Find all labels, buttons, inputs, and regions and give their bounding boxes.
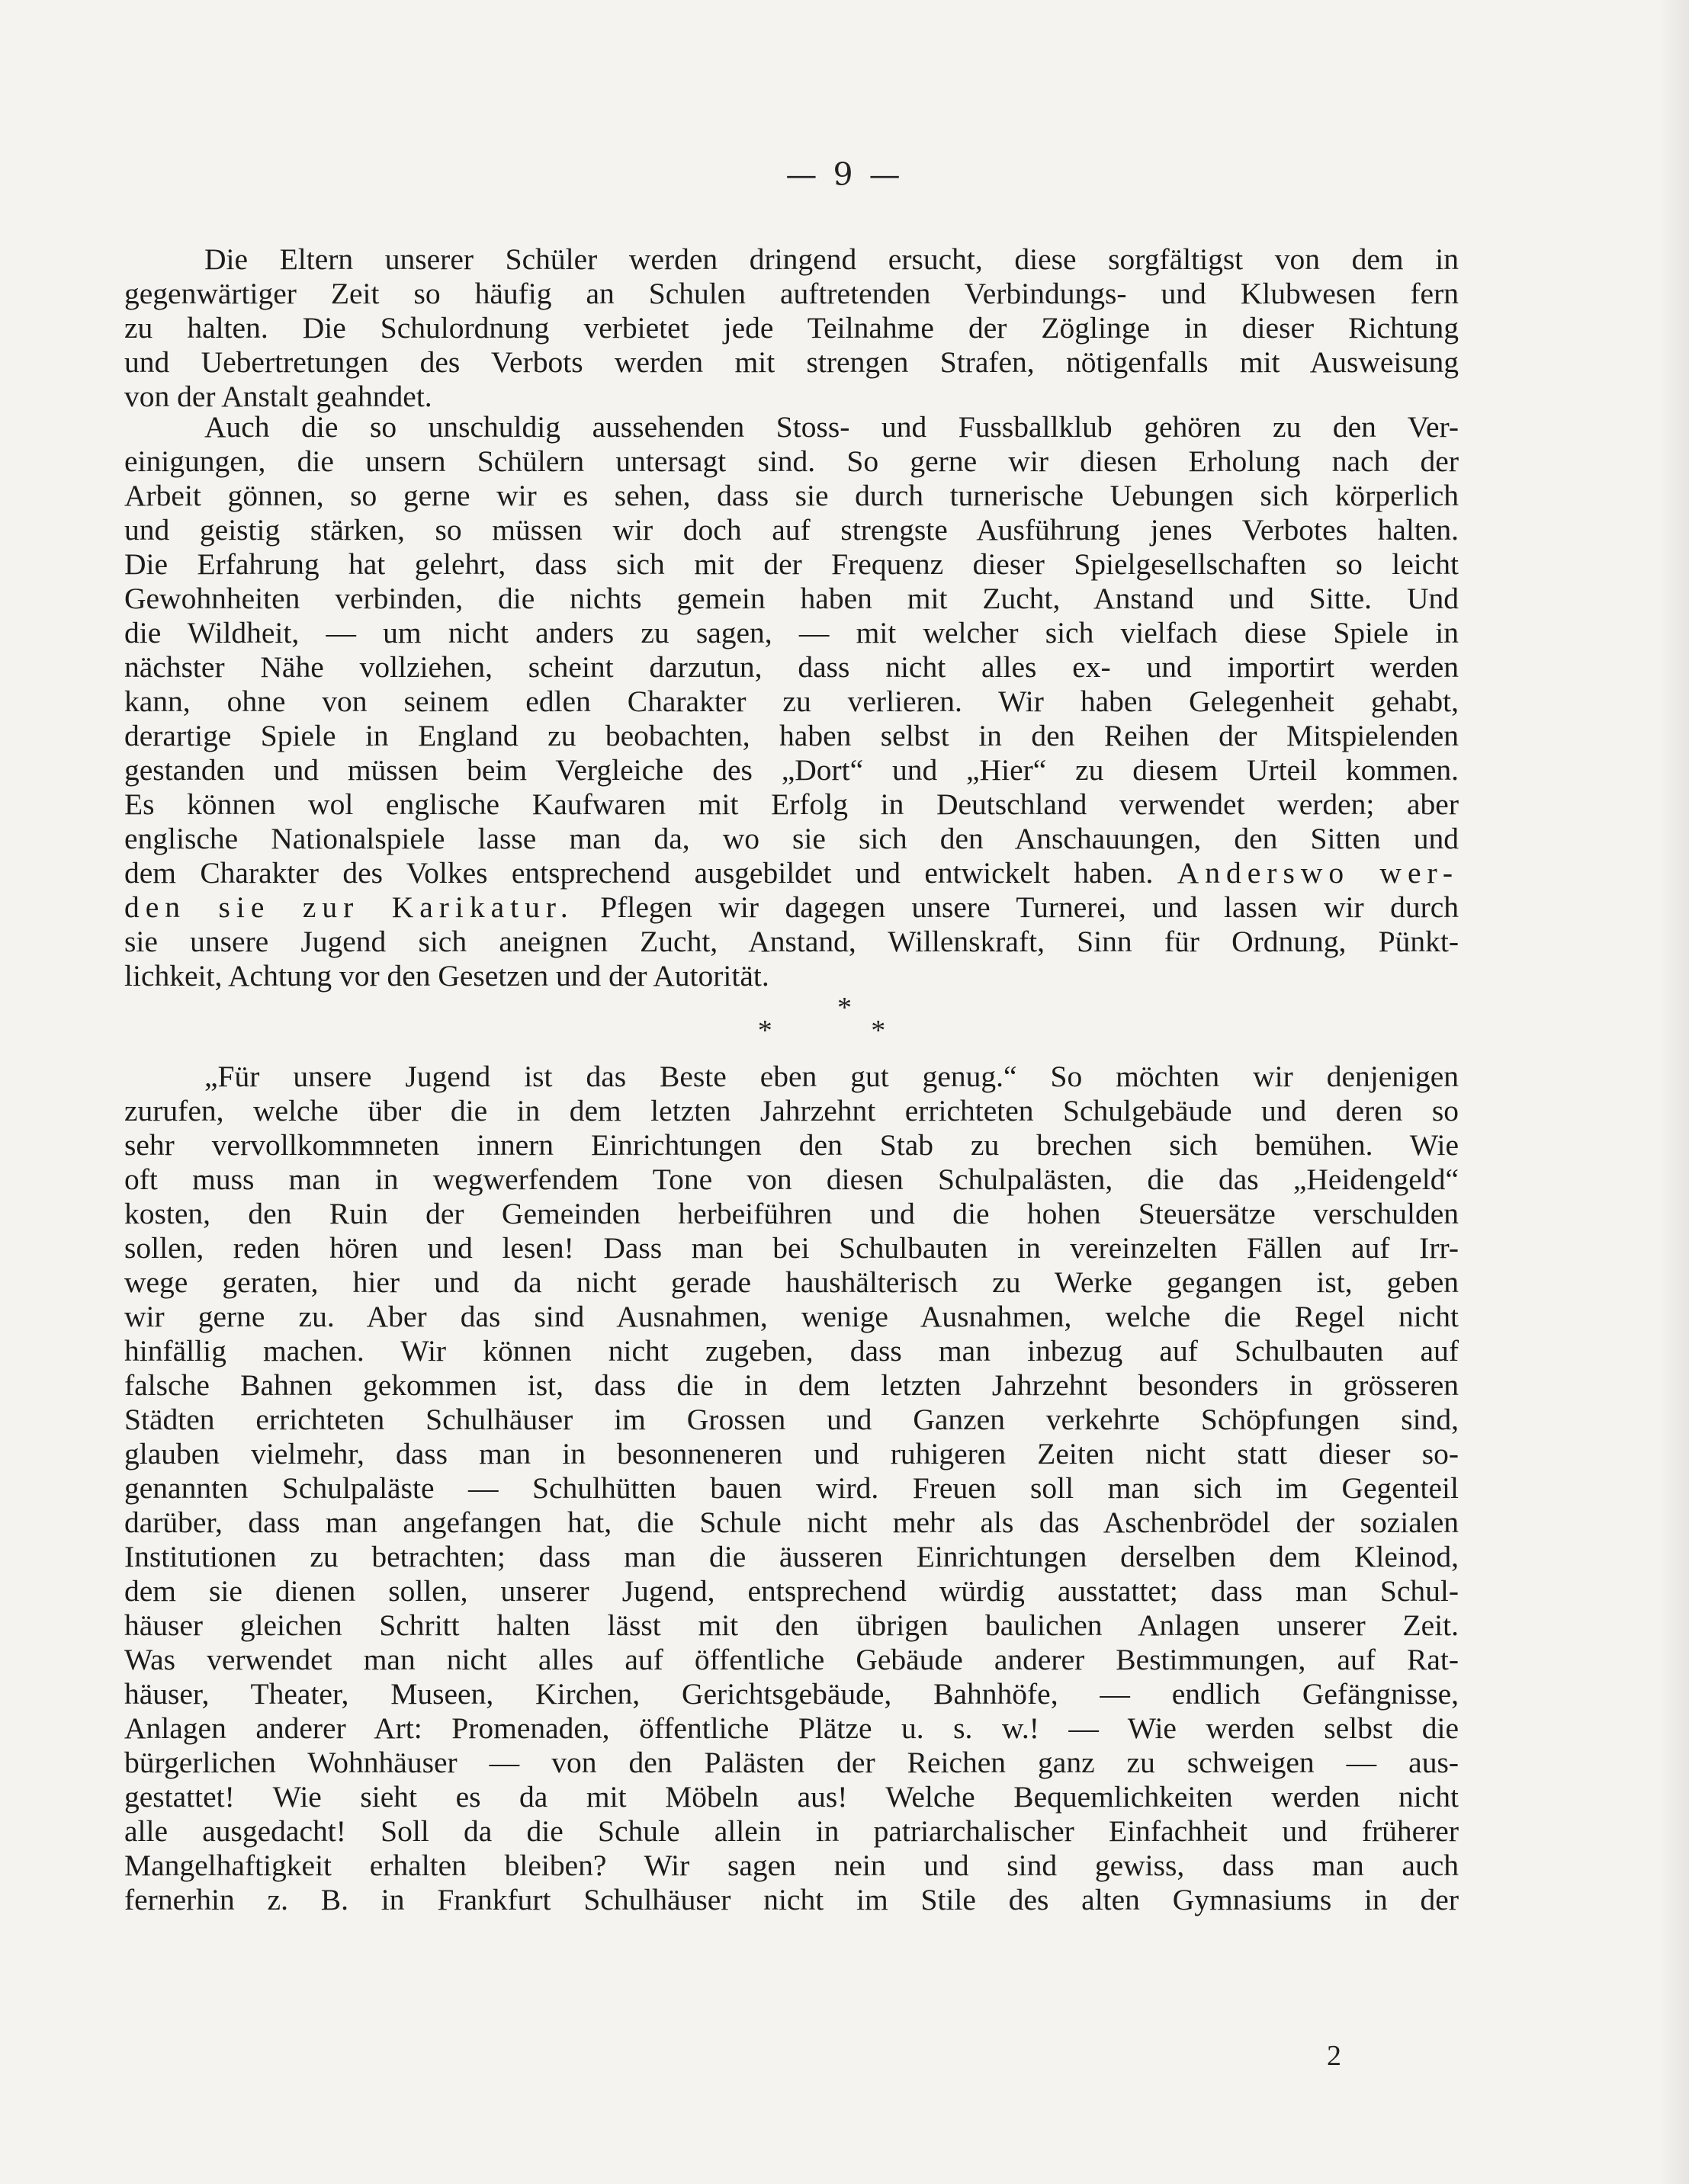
- text-line: falsche Bahnen gekommen ist, dass die in dem letzten Jahrzehnt besonders in grösseren: [124, 1368, 1459, 1402]
- text-line: und geistig stärken, so müssen wir doch auf strengste Ausführung jenes Verbotes halten.: [124, 513, 1459, 547]
- text-line: häuser gleichen Schritt halten lässt mit den übrigen baulichen Anlagen unserer Zeit.: [124, 1608, 1459, 1642]
- spaced-text: den sie zur Karikatur.: [124, 890, 574, 924]
- text-line: Die Erfahrung hat gelehrt, dass sich mit der Frequenz dieser Spielgesellschaften so leicht: [124, 547, 1459, 581]
- text-line: fernerhin z. B. in Frankfurt Schulhäuser nicht im Stile des alten Gymnasiums in der: [124, 1883, 1459, 1916]
- text-line: einigungen, die unsern Schülern untersagt sind. So gerne wir diesen Erholung nach der: [124, 444, 1459, 478]
- text-line: zurufen, welche über die in dem letzten Jahrzehnt errichteten Schulgebäude und deren so: [124, 1094, 1459, 1127]
- text-line: englische Nationalspiele lasse man da, wo sie sich den Anschauungen, den Sitten und: [124, 822, 1459, 855]
- text-line: gegenwärtiger Zeit so häufig an Schulen auftretenden Verbindungs- und Klubwesen fern: [124, 277, 1459, 310]
- text-line: gestattet! Wie sieht es da mit Möbeln aus! Welche Bequemlichkeiten werden nicht: [124, 1780, 1459, 1814]
- text-line: alle ausgedacht! Soll da die Schule allein in patriarchalischer Einfachheit und früherer: [124, 1814, 1459, 1848]
- text-line: genannten Schulpaläste — Schulhütten bauen wird. Freuen soll man sich im Gegenteil: [124, 1471, 1459, 1505]
- text-line: häuser, Theater, Museen, Kirchen, Gerichtsgebäude, Bahnhöfe, — endlich Gefängnisse,: [124, 1677, 1459, 1711]
- text-span: Pflegen wir dagegen unsere Turnerei, und lassen wir durch: [600, 890, 1459, 924]
- text-line: sehr vervollkommneten innern Einrichtungen den Stab zu brechen sich bemühen. Wie: [124, 1128, 1459, 1162]
- text-line: hinfällig machen. Wir können nicht zugeben, dass man inbezug auf Schulbauten auf: [124, 1334, 1459, 1368]
- text-line: sie unsere Jugend sich aneignen Zucht, Anstand, Willenskraft, Sinn für Ordnung, Pünkt-: [124, 925, 1459, 958]
- text-line: bürgerlichen Wohnhäuser — von den Palästen der Reichen ganz zu schweigen — aus-: [124, 1746, 1459, 1779]
- text-line: Was verwendet man nicht alles auf öffentliche Gebäude anderer Bestimmungen, auf Rat-: [124, 1643, 1459, 1676]
- page-number: — 9 —: [785, 156, 904, 193]
- text-line: nächster Nähe vollziehen, scheint darzutun, dass nicht alles ex- und importirt werden: [124, 650, 1459, 684]
- text-line: Auch die so unschuldig aussehenden Stoss- und Fussballklub gehören zu den Ver-: [204, 410, 1459, 444]
- text-line: Institutionen zu betrachten; dass man die äusseren Einrichtungen derselben dem Kleinod,: [124, 1540, 1459, 1573]
- text-line: darüber, dass man angefangen hat, die Schule nicht mehr als das Aschenbrödel der sozialen: [124, 1506, 1459, 1539]
- text-line: oft muss man in wegwerfendem Tone von diesen Schulpalästen, die das „Heidengeld“: [124, 1163, 1459, 1196]
- text-span: dem Charakter des Volkes entsprechend ausgebildet und entwickelt haben.: [124, 856, 1154, 890]
- text-line: „Für unsere Jugend ist das Beste eben gut genug.“ So möchten wir denjenigen: [204, 1060, 1459, 1093]
- text-line: zu halten. Die Schulordnung verbietet jede Teilnahme der Zöglinge in dieser Richtung: [124, 311, 1459, 345]
- text-line: Städten errichteten Schulhäuser im Grossen und Ganzen verkehrte Schöpfungen sind,: [124, 1403, 1459, 1436]
- text-line: dem sie dienen sollen, unserer Jugend, entsprechend würdig ausstattet; dass man Schul-: [124, 1574, 1459, 1608]
- text-line: kann, ohne von seinem edlen Charakter zu verlieren. Wir haben Gelegenheit gehabt,: [124, 685, 1459, 718]
- text-line: Anlagen anderer Art: Promenaden, öffentliche Plätze u. s. w.! — Wie werden selbst die: [124, 1711, 1459, 1745]
- text-line: [124, 856, 1459, 890]
- text-line: gestanden und müssen beim Vergleiche des „Dort“ und „Hier“ zu diesem Urteil kommen.: [124, 753, 1459, 787]
- sheet-signature: 2: [1327, 2040, 1341, 2072]
- text-line: die Wildheit, — um nicht anders zu sagen, — mit welcher sich vielfach diese Spiele in: [124, 616, 1459, 649]
- text-line: Mangelhaftigkeit erhalten bleiben? Wir sagen nein und sind gewiss, dass man auch: [124, 1849, 1459, 1882]
- spaced-text: Anderswo wer-: [1177, 856, 1459, 890]
- text-line: derartige Spiele in England zu beobachten, haben selbst in den Reihen der Mitspielenden: [124, 719, 1459, 752]
- asterism-bottom: * *: [757, 1015, 932, 1047]
- text-line: kosten, den Ruin der Gemeinden herbeiführen und die hohen Steuersätze verschulden: [124, 1197, 1459, 1230]
- page-edge-shadow: [1658, 0, 1689, 2184]
- text-line: wir gerne zu. Aber das sind Ausnahmen, wenige Ausnahmen, welche die Regel nicht: [124, 1300, 1459, 1333]
- text-line: sollen, reden hören und lesen! Dass man bei Schulbauten in vereinzelten Fällen auf Irr-: [124, 1231, 1459, 1265]
- text-line: Arbeit gönnen, so gerne wir es sehen, dass sie durch turnerische Uebungen sich körperlich: [124, 479, 1459, 512]
- text-line: Es können wol englische Kaufwaren mit Erfolg in Deutschland verwendet werden; aber: [124, 787, 1459, 821]
- text-line: [124, 890, 1459, 924]
- text-line: Die Eltern unserer Schüler werden dringend ersucht, diese sorgfältigst von dem in: [204, 242, 1459, 276]
- text-line: von der Anstalt geahndet.: [124, 380, 432, 413]
- text-line: und Uebertretungen des Verbots werden mit strengen Strafen, nötigenfalls mit Ausweisung: [124, 345, 1459, 379]
- text-line: glauben vielmehr, dass man in besonneneren und ruhigeren Zeiten nicht statt dieser so-: [124, 1437, 1459, 1470]
- text-line: lichkeit, Achtung vor den Gesetzen und der Autorität.: [124, 959, 769, 993]
- text-line: wege geraten, hier und da nicht gerade haushälterisch zu Werke gegangen ist, geben: [124, 1265, 1459, 1299]
- asterism-top: *: [837, 992, 852, 1024]
- text-line: Gewohnheiten verbinden, die nichts gemein haben mit Zucht, Anstand und Sitte. Und: [124, 582, 1459, 615]
